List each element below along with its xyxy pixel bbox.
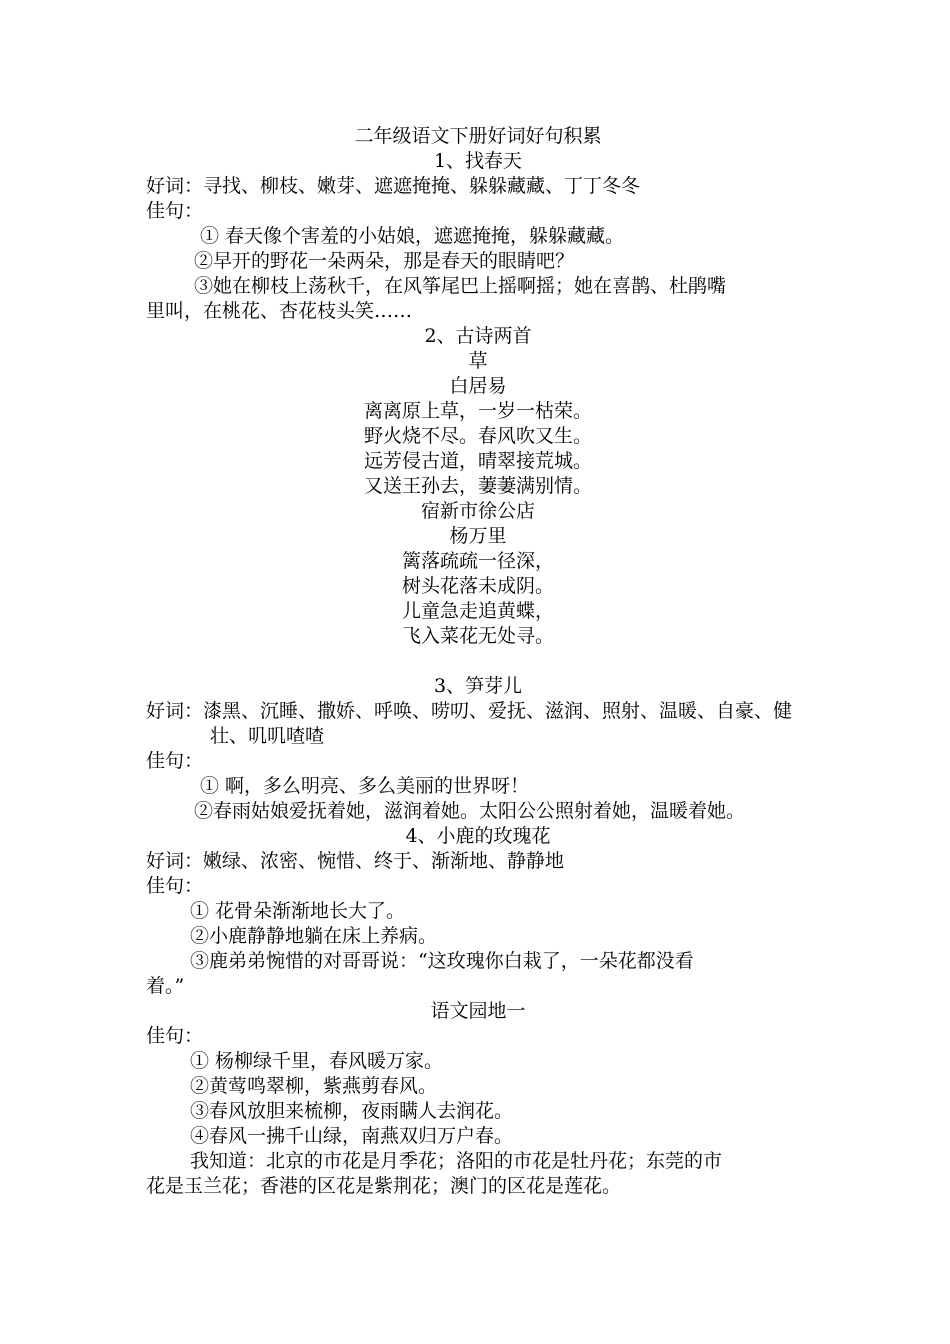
poem-line: 又送王孙去，萋萋满别情。	[363, 475, 592, 497]
did-you-know-a: 我知道：北京的市花是月季花；洛阳的市花是牡丹花；东莞的市	[190, 1150, 723, 1172]
section-heading-4: 4、小鹿的玫瑰花	[405, 825, 551, 847]
good-sentences-label-5: 佳句：	[146, 1025, 204, 1047]
sentence-5-3: ③春风放胆来梳柳，夜雨瞒人去润花。	[190, 1100, 514, 1122]
poem-title-1: 草	[468, 350, 488, 372]
sentence-3-2: ②春雨姑娘爱抚着她，滋润着她。太阳公公照射着她，温暖着她。	[194, 800, 746, 822]
poem-line: 儿童急走追黄蝶，	[401, 600, 554, 622]
sentence-1-3b: 里叫，在桃花、杏花枝头笑……	[146, 300, 413, 322]
sentence-1-3a: ③她在柳枝上荡秋千，在风筝尾巴上摇啊摇；她在喜鹊、杜鹃嘴	[194, 275, 727, 297]
section-heading-1: 1、找春天	[433, 150, 523, 172]
sentence-4-2: ②小鹿静静地躺在床上养病。	[190, 925, 438, 947]
sentence-5-4: ④春风一拂千山绿，南燕双归万户春。	[190, 1125, 514, 1147]
poem-line: 远芳侵古道，晴翠接荒城。	[363, 450, 592, 472]
sentence-5-1: ① 杨柳绿千里，春风暖万家。	[190, 1050, 444, 1072]
poem-line: 野火烧不尽。春风吹又生。	[363, 425, 592, 447]
sentence-1-1: ① 春天像个害羞的小姑娘，遮遮掩掩，躲躲藏藏。	[200, 225, 625, 247]
blank-line	[146, 649, 810, 674]
good-words-3a: 好词：漆黑、沉睡、撒娇、呼唤、唠叨、爱抚、滋润、照射、温暖、自豪、健	[146, 700, 793, 722]
document-title: 二年级语文下册好词好句积累	[354, 125, 602, 147]
good-sentences-label-4: 佳句：	[146, 875, 204, 897]
document-body	[146, 124, 810, 1199]
sentence-1-2: ②早开的野花一朵两朵，那是春天的眼睛吧？	[194, 250, 575, 272]
poem-line: 篱落疏疏一径深，	[401, 550, 554, 572]
section-heading-5: 语文园地一	[430, 1000, 526, 1022]
poem-author-2: 杨万里	[449, 525, 507, 547]
sentence-4-3a: ③鹿弟弟惋惜的对哥哥说：“这玫瑰你白栽了，一朵花都没看	[190, 950, 694, 972]
poem-line: 离离原上草，一岁一枯荣。	[363, 400, 592, 422]
sentence-5-2: ②黄莺鸣翠柳，紫燕剪春风。	[190, 1075, 438, 1097]
poem-line: 飞入菜花无处寻。	[401, 625, 554, 647]
good-words-4: 好词：嫩绿、浓密、惋惜、终于、渐渐地、静静地	[146, 850, 565, 872]
good-sentences-label-3: 佳句：	[146, 750, 204, 772]
poem-line: 树头花落未成阴。	[401, 575, 554, 597]
good-words-1: 好词：寻找、柳枝、嫩芽、遮遮掩掩、躲躲藏藏、丁丁冬冬	[146, 175, 641, 197]
section-heading-2: 2、古诗两首	[424, 325, 532, 347]
sentence-4-1: ① 花骨朵渐渐地长大了。	[190, 900, 406, 922]
good-sentences-label-1: 佳句：	[146, 200, 204, 222]
section-heading-3: 3、笋芽儿	[433, 675, 523, 697]
sentence-4-3b: 着。”	[146, 975, 185, 997]
poem-author-1: 白居易	[449, 375, 507, 397]
sentence-3-1: ① 啊，多么明亮、多么美丽的世界呀！	[200, 775, 530, 797]
did-you-know-b: 花是玉兰花；香港的区花是紫荆花；澳门的区花是莲花。	[146, 1175, 622, 1197]
good-words-3b: 壮、叽叽喳喳	[210, 725, 325, 747]
poem-title-2: 宿新市徐公店	[420, 500, 535, 522]
